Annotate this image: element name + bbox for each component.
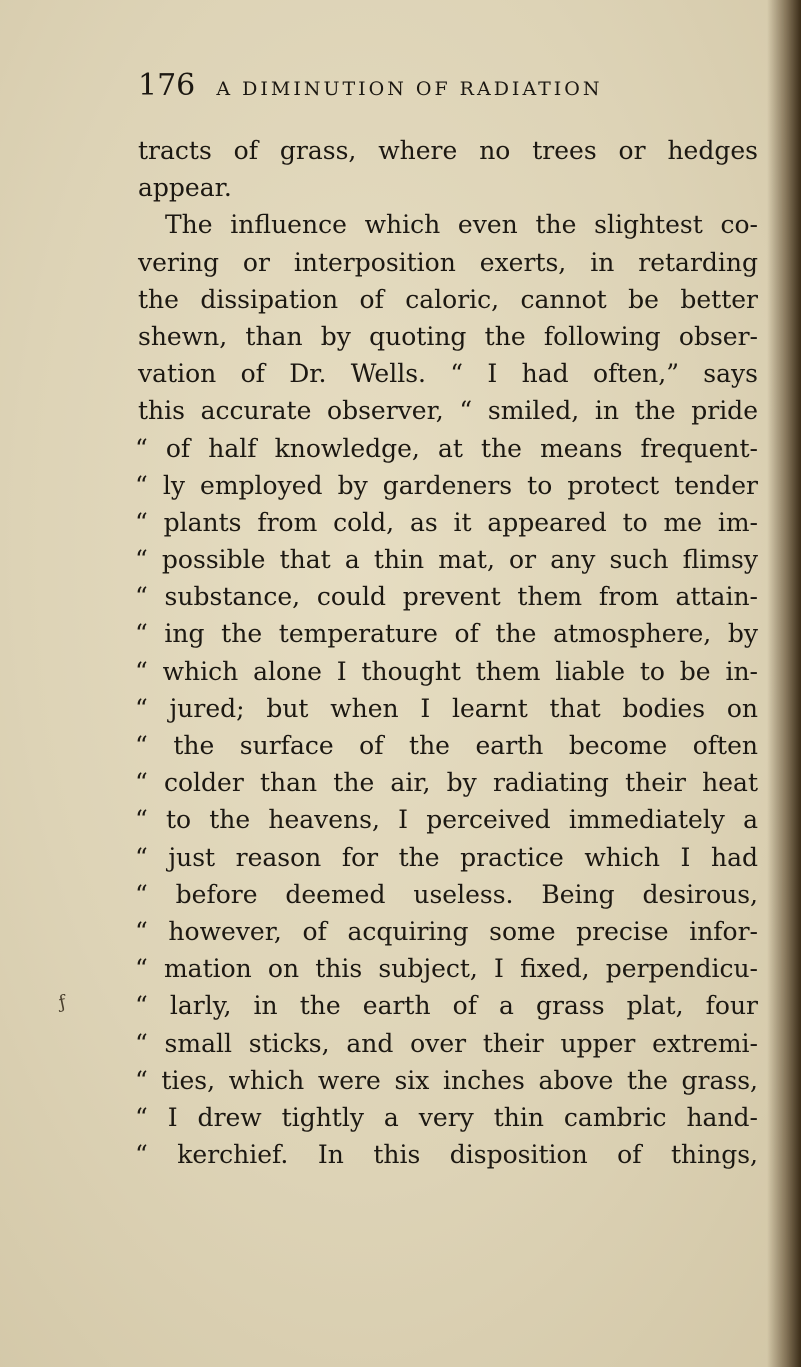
text-line: “ just reason for the practice which I had	[135, 842, 758, 872]
text-line: “ ing the temperature of the atmosphere, by	[135, 619, 758, 649]
text-line: “ plants from cold, as it appeared to me im-	[135, 507, 758, 537]
text-line: “ small sticks, and over their upper extremi-	[135, 1028, 758, 1058]
text-line: “ the surface of the earth become often	[135, 731, 758, 760]
text-line: “ which alone I thought them liable to be in-	[135, 656, 758, 686]
text-line: “ of half knowledge, at the means frequent-	[135, 433, 758, 463]
text-line: vering or interposition exerts, in retarding	[138, 247, 758, 277]
text-line: this accurate observer, “ smiled, in the pride	[138, 396, 758, 426]
text-line: “ ly employed by gardeners to protect tender	[135, 470, 758, 500]
text-line: “ jured; but when I learnt that bodies on	[135, 693, 758, 723]
text-line: the dissipation of caloric, cannot be better	[138, 284, 758, 314]
page-number: 176	[138, 68, 196, 103]
text-line: “ ties, which were six inches above the grass,	[135, 1065, 758, 1095]
page-edge-shadow	[767, 0, 801, 1367]
margin-ink-mark: ƒ	[56, 991, 68, 1014]
text-line: The influence which even the slightest co-	[165, 210, 758, 240]
text-line: “ kerchief. In this disposition of things,	[135, 1140, 758, 1170]
text-line: “ larly, in the earth of a grass plat, four	[135, 991, 758, 1021]
text-line: “ possible that a thin mat, or any such flimsy	[135, 545, 758, 575]
text-line: “ mation on this subject, I fixed, perpendicu-	[135, 954, 758, 984]
text-line: shewn, than by quoting the following obser-	[138, 321, 758, 351]
body-text	[135, 132, 758, 1173]
text-line: “ colder than the air, by radiating their heat	[135, 768, 758, 798]
running-title: A DIMINUTION OF RADIATION	[216, 78, 603, 100]
text-line: “ to the heavens, I perceived immediately a	[135, 805, 758, 835]
text-line: “ I drew tightly a very thin cambric hand-	[135, 1102, 758, 1132]
text-line: vation of Dr. Wells. “ I had often,” says	[138, 359, 758, 389]
text-line: appear.	[138, 173, 232, 203]
page-header	[138, 68, 758, 112]
text-line: “ before deemed useless. Being desirous,	[135, 879, 758, 909]
text-line: tracts of grass, where no trees or hedges	[138, 136, 758, 165]
text-line: “ however, of acquiring some precise infor-	[135, 916, 758, 946]
text-line: “ substance, could prevent them from attain-	[135, 582, 758, 612]
